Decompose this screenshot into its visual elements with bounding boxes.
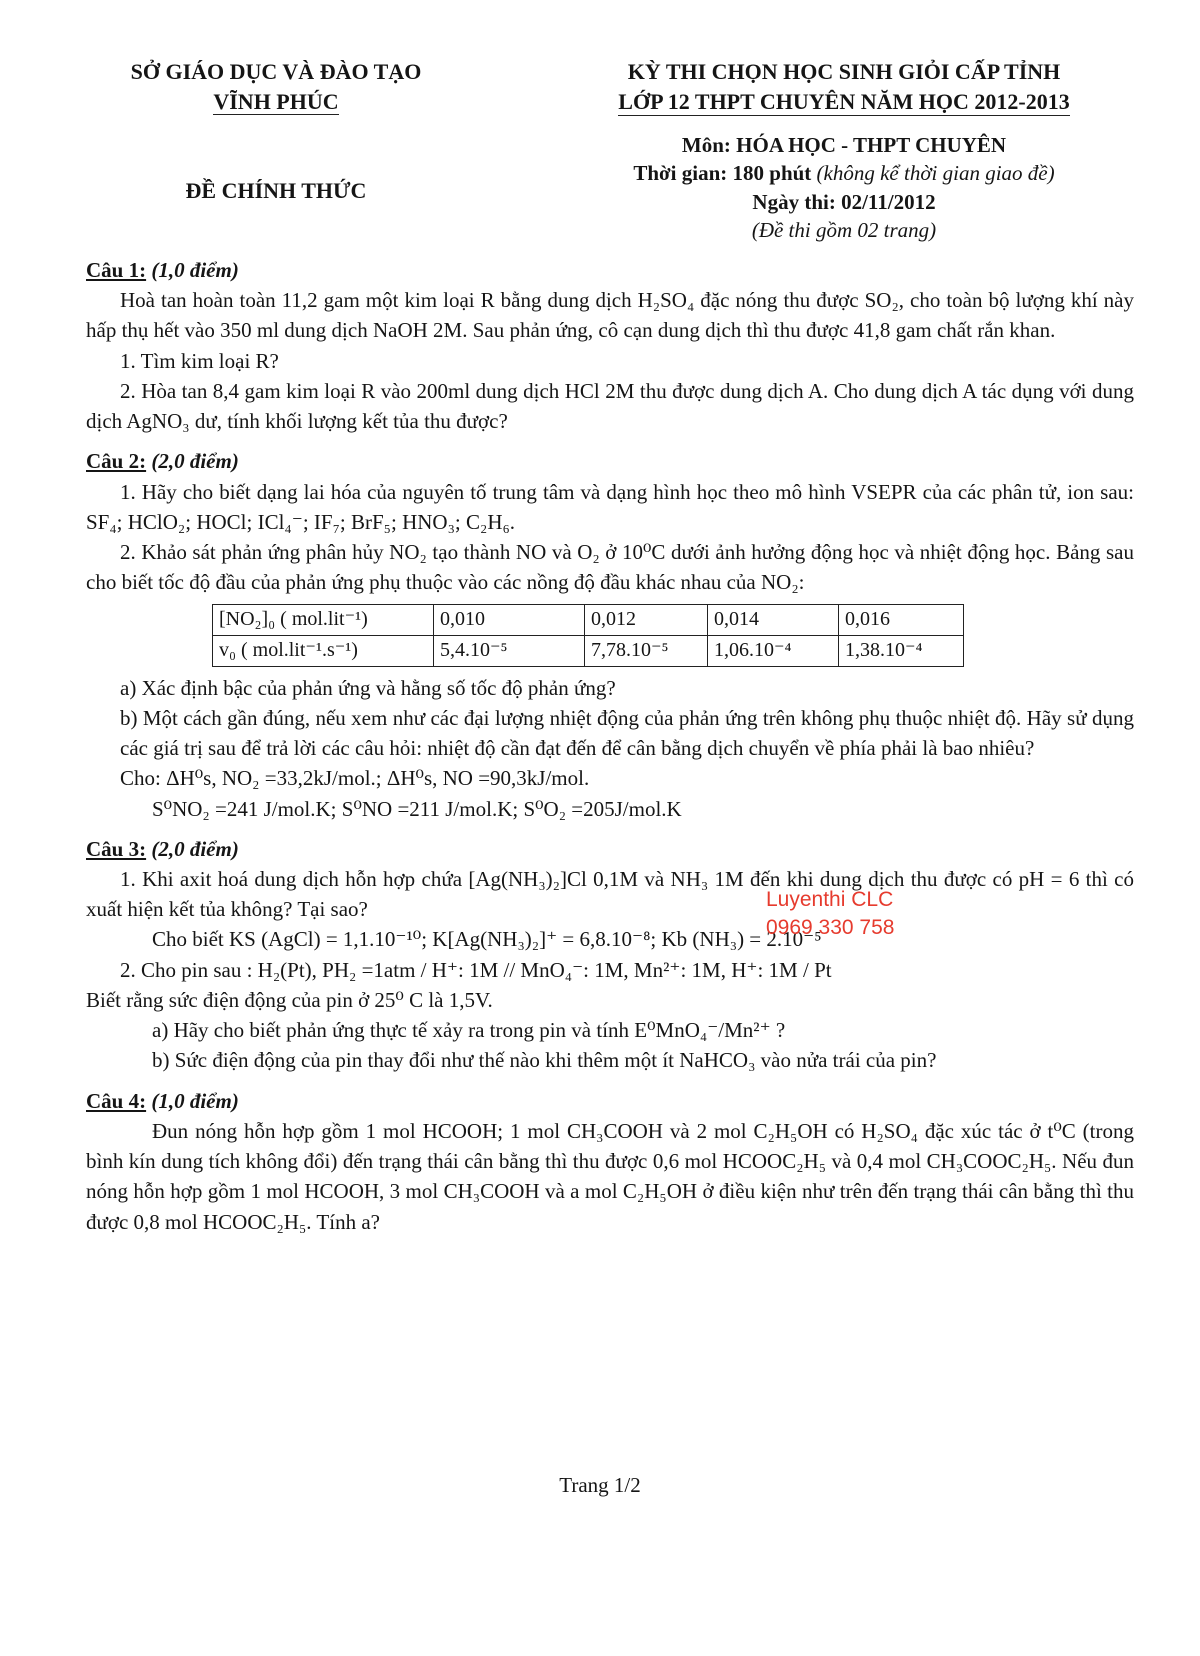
table-cell: 0,012 <box>585 604 708 635</box>
subject-line <box>554 131 1134 160</box>
page-number: Trang 1/2 <box>559 1473 641 1497</box>
question-3-heading <box>86 834 1134 864</box>
time-note: (không kể thời gian giao đề) <box>816 161 1055 186</box>
question-4-label: Câu 4: <box>86 1088 147 1113</box>
rate-data-table <box>212 604 964 667</box>
table-cell: 0,014 <box>708 604 839 635</box>
watermark-phone: 0969 330 758 <box>766 916 895 940</box>
question-2-given-entropy: S⁰NO₂ =241 J/mol.K; S⁰NO =211 J/mol.K; S⁰O₂ =205J/mol.K <box>152 796 682 821</box>
question-1-part-2: 2. Hòa tan 8,4 gam kim loại R vào 200ml dung dịch HCl 2M thu được dung dịch A. Cho dung dịch A tác dụng với dung dịch AgNO₃ dư, tính khối lượng kết tủa thu được? <box>86 378 1134 434</box>
table-cell: v₀ ( mol.lit⁻¹.s⁻¹) <box>213 635 434 666</box>
pages-note: (Đề thi gồm 02 trang) <box>751 218 937 243</box>
question-1-label: Câu 1: <box>86 258 147 283</box>
table-cell: 1,38.10⁻⁴ <box>839 635 964 666</box>
exam-subtitle: LỚP 12 THPT CHUYÊN NĂM HỌC 2012-2013 <box>618 89 1069 116</box>
question-4-heading <box>86 1086 1134 1116</box>
table-row <box>213 604 964 635</box>
exam-title: KỲ THI CHỌN HỌC SINH GIỎI CẤP TỈNH <box>627 59 1061 84</box>
question-3-label: Câu 3: <box>86 836 147 861</box>
question-2-part-1: 1. Hãy cho biết dạng lai hóa của nguyên tố trung tâm và dạng hình học theo mô hình VSEPR của các phân tử, ion sau: SF₄; HClO₂; HOCl; ICl₄⁻; IF₇; BrF₅; HNO₃; C₂H₆. <box>86 479 1134 534</box>
question-2-heading <box>86 446 1134 476</box>
question-2-given-enthalpy: Cho: ΔH⁰s, NO₂ =33,2kJ/mol.; ΔH⁰s, NO =90,3kJ/mol. <box>120 766 590 791</box>
department-name: SỞ GIÁO DỤC VÀ ĐÀO TẠO <box>130 59 422 84</box>
question-4-text: Đun nóng hỗn hợp gồm 1 mol HCOOH; 1 mol CH₃COOH và 2 mol C₂H₅OH có H₂SO₄ đặc xúc tác ở t⁰C (trong bình kín dung tích không đổi) đến trạng thái cân bằng thì thu được 0,6 mol HCOOC₂H₅ và 0,4 mol CH₃COOC₂H₅. Nếu đun nóng hỗn hợp gồm 1 mol HCOOH, 3 mol CH₃COOH và a mol C₂H₅OH ở điều kiện như trên đến trạng thái cân bằng thì thu được 0,8 mol HCOOC₂H₅. Tính a? <box>86 1118 1134 1234</box>
date-value: 02/11/2012 <box>841 189 936 214</box>
province-name: VĨNH PHÚC <box>213 88 339 114</box>
table-cell: 1,06.10⁻⁴ <box>708 635 839 666</box>
table-cell: 7,78.10⁻⁵ <box>585 635 708 666</box>
exam-header <box>86 58 1134 245</box>
subject-value: HÓA HỌC - THPT CHUYÊN <box>736 132 1007 157</box>
date-line <box>554 188 1134 217</box>
date-label: Ngày thi: <box>752 189 836 214</box>
watermark <box>766 886 894 943</box>
table-cell: [NO₂]₀ ( mol.lit⁻¹) <box>213 604 434 635</box>
time-line <box>554 159 1134 188</box>
subject-label: Môn: <box>681 132 731 157</box>
table-row <box>213 635 964 666</box>
question-1-heading <box>86 255 1134 285</box>
question-3-given-constants: Cho biết KS (AgCl) = 1,1.10⁻¹⁰; K[Ag(NH₃)₂]⁺ = 6,8.10⁻⁸; Kb (NH₃) = 2.10⁻⁵ <box>152 927 822 952</box>
table-cell: 0,010 <box>434 604 585 635</box>
question-1-intro: Hoà tan hoàn toàn 11,2 gam một kim loại R bằng dung dịch H₂SO₄ đặc nóng thu được SO₂, cho toàn bộ lượng khí này hấp thụ hết vào 350 ml dung dịch NaOH 2M. Sau phản ứng, cô cạn dung dịch thì thu được 41,8 gam chất rắn khan. <box>86 288 1134 343</box>
official-label: ĐỀ CHÍNH THỨC <box>185 177 367 203</box>
question-2-points: (2,0 điểm) <box>151 449 239 474</box>
question-2-part-2: 2. Khảo sát phản ứng phân hủy NO₂ tạo thành NO và O₂ ở 10⁰C dưới ảnh hưởng động học và nhiệt động học. Bảng sau cho biết tốc độ đầu của phản ứng phụ thuộc vào các nồng độ đầu khác nhau của NO₂: <box>86 540 1134 595</box>
question-3-part-a: a) Hãy cho biết phản ứng thực tế xảy ra trong pin và tính E⁰MnO₄⁻/Mn²⁺ ? <box>152 1018 786 1043</box>
question-3-part-b: b) Sức điện động của pin thay đổi như thế nào khi thêm một ít NaHCO₃ vào nửa trái của pin? <box>152 1048 937 1073</box>
question-3-part-1: 1. Khi axit hoá dung dịch hỗn hợp chứa [Ag(NH₃)₂]Cl 0,1M và NH₃ 1M đến khi dung dịch thu được có pH = 6 thì có xuất hiện kết tủa không? Tại sao? <box>86 867 1134 922</box>
table-cell: 0,016 <box>839 604 964 635</box>
watermark-name: Luyenthi CLC <box>766 888 894 911</box>
question-3-points: (2,0 điểm) <box>151 836 239 861</box>
time-label: Thời gian: <box>633 161 728 186</box>
question-2-part-a: a) Xác định bậc của phản ứng và hằng số tốc độ phản ứng? <box>120 675 616 700</box>
question-2-label: Câu 2: <box>86 449 147 474</box>
question-1-part-1: 1. Tìm kim loại R? <box>120 348 279 373</box>
header-right <box>554 58 1134 245</box>
question-4-points: (1,0 điểm) <box>151 1088 239 1113</box>
time-value: 180 phút <box>732 161 812 186</box>
question-3-part-2: 2. Cho pin sau : H₂(Pt), PH₂ =1atm / H⁺: 1M // MnO₄⁻: 1M, Mn²⁺: 1M, H⁺: 1M / Pt <box>120 957 832 982</box>
header-left <box>86 58 466 245</box>
question-1-points: (1,0 điểm) <box>151 258 239 283</box>
table-cell: 5,4.10⁻⁵ <box>434 635 585 666</box>
question-2-part-b: b) Một cách gần đúng, nếu xem như các đại lượng nhiệt động của phản ứng trên không phụ thuộc nhiệt độ. Hãy sử dụng các giá trị sau để trả lời các câu hỏi: nhiệt độ cần đạt đến để cân bằng dịch chuyển về phía phải là bao nhiêu? <box>120 705 1134 761</box>
question-3-emf-note: Biết rằng sức điện động của pin ở 25⁰ C là 1,5V. <box>86 987 493 1012</box>
